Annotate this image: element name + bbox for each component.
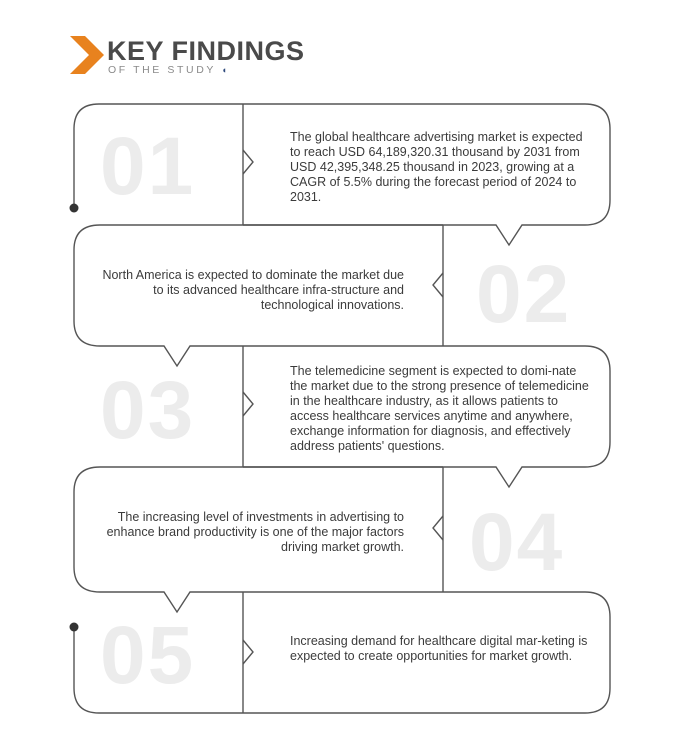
finding-number-3: 03	[100, 365, 196, 456]
finding-text-3: The telemedicine segment is expected to domi-nate the market due to the strong presence of telemedicine in the healthcare industry, as it allows patients to access healthcare services anytime and anywhere, exchange information for diagnosis, and effectively address patients' questions.	[290, 364, 589, 453]
bullet-dot-top	[70, 204, 79, 213]
finding-number-5: 05	[100, 610, 196, 701]
half-moon-icon: ◖	[221, 65, 227, 75]
finding-text-4: The increasing level of investments in advertising to enhance brand productivity is one of the major factors driving market growth.	[106, 510, 404, 554]
finding-text-5: Increasing demand for healthcare digital mar-keting is expected to create opportunities for market growth.	[290, 634, 588, 663]
page-title: KEY FINDINGS	[107, 36, 305, 66]
bullet-dot-bottom	[70, 623, 79, 632]
finding-text-2: North America is expected to dominate the market due to its advanced healthcare infra-structure and technological innovations.	[102, 268, 404, 312]
finding-number-2: 02	[476, 249, 572, 340]
finding-text-1: The global healthcare advertising market is expected to reach USD 64,189,320.31 thousand by 2031 from USD 42,395,348.25 thousand in 2023, growing at a CAGR of 5.5% during the forecast period of 2024 to 2031.	[290, 130, 583, 204]
finding-number-4: 04	[469, 497, 565, 588]
finding-number-1: 01	[100, 121, 196, 212]
page-subtitle: OF THE STUDY ◖	[108, 64, 227, 76]
